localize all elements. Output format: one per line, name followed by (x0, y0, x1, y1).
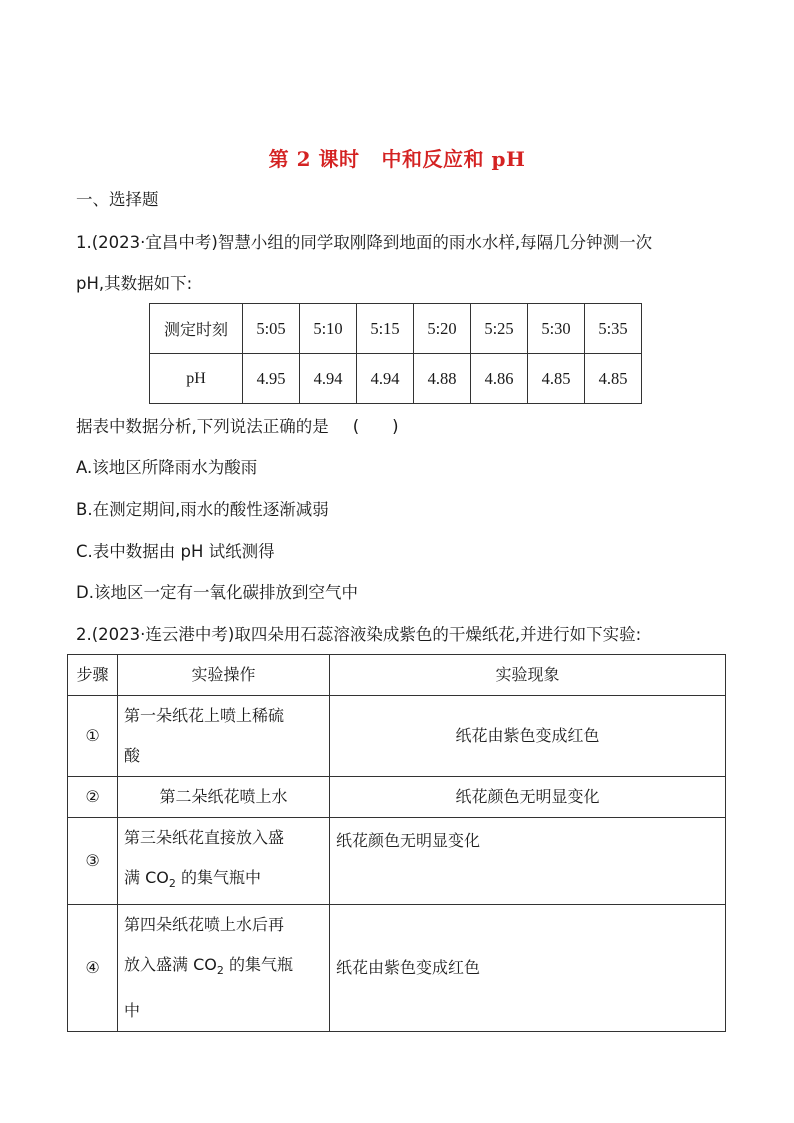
ph-cell: 4.94 (357, 354, 414, 404)
time-cell: 5:20 (414, 304, 471, 354)
ph-cell: 4.88 (414, 354, 471, 404)
q1-option-b: B.在测定期间,雨水的酸性逐渐减弱 (76, 500, 329, 519)
step-cell: ④ (68, 905, 118, 1032)
time-cell: 5:25 (471, 304, 528, 354)
time-cell: 5:35 (585, 304, 642, 354)
q1-option-d: D.该地区一定有一氧化碳排放到空气中 (76, 583, 358, 602)
operation-line: 酸 (124, 746, 141, 765)
ph-data-table (149, 303, 642, 404)
operation-line: 第三朵纸花直接放入盛 (124, 828, 285, 847)
operation-cell (118, 818, 330, 905)
phenomenon-cell: 纸花由紫色变成红色 (330, 696, 726, 777)
table-row (150, 354, 642, 404)
q1-prompt (76, 417, 399, 437)
q2-stem: 2.(2023·连云港中考)取四朵用石蕊溶液染成紫色的干燥纸花,并进行如下实验: (76, 625, 642, 644)
operation-line: 中 (124, 1001, 141, 1021)
ph-cell: 4.86 (471, 354, 528, 404)
phenomenon-text: 纸花颜色无明显变化 (336, 831, 481, 851)
step-cell: ② (68, 777, 118, 818)
operation-text: 的集气瓶 (223, 955, 293, 975)
table-row (68, 818, 726, 905)
phenomenon-header: 实验现象 (330, 655, 726, 696)
experiment-table (67, 654, 726, 1032)
table-row (68, 696, 726, 777)
step-cell: ① (68, 696, 118, 777)
table-row (68, 655, 726, 696)
phenomenon-cell: 纸花由紫色变成红色 (330, 905, 726, 1032)
q1-option-c: C.表中数据由 pH 试纸测得 (76, 542, 275, 561)
operation-line: 第一朵纸花上喷上稀硫 (124, 706, 285, 725)
answer-bracket: ( ) (352, 417, 399, 436)
q1-option-a: A.该地区所降雨水为酸雨 (76, 458, 258, 477)
operation-header: 实验操作 (118, 655, 330, 696)
time-cell: 5:10 (300, 304, 357, 354)
step-cell: ③ (68, 818, 118, 905)
phenomenon-cell (330, 818, 726, 905)
time-cell: 5:30 (528, 304, 585, 354)
operation-cell (118, 696, 330, 777)
section-heading: 一、选择题 (76, 190, 159, 209)
time-cell: 5:15 (357, 304, 414, 354)
step-header: 步骤 (68, 655, 118, 696)
ph-cell: 4.94 (300, 354, 357, 404)
ph-header: pH (150, 354, 243, 404)
operation-cell (118, 905, 330, 1032)
time-cell: 5:05 (243, 304, 300, 354)
q1-prompt-text: 据表中数据分析,下列说法正确的是 (76, 417, 329, 436)
operation-cell: 第二朵纸花喷上水 (118, 777, 330, 818)
table-row (150, 304, 642, 354)
ph-cell: 4.85 (585, 354, 642, 404)
table-row (68, 777, 726, 818)
operation-line (124, 858, 325, 904)
operation-text: 放入盛满 CO (124, 955, 217, 975)
operation-text: 满 CO (124, 868, 169, 887)
operation-line: 第四朵纸花喷上水后再 (124, 915, 285, 935)
time-header: 测定时刻 (150, 304, 243, 354)
q1-stem-line2: pH,其数据如下: (76, 274, 193, 293)
operation-text: 的集气瓶中 (175, 868, 261, 887)
subscript: 2 (168, 877, 176, 891)
ph-cell: 4.95 (243, 354, 300, 404)
q1-stem-line1: 1.(2023·宜昌中考)智慧小组的同学取刚降到地面的雨水水样,每隔几分钟测一次 (76, 233, 653, 252)
subscript: 2 (216, 964, 224, 978)
operation-line (124, 945, 325, 991)
phenomenon-cell: 纸花颜色无明显变化 (330, 777, 726, 818)
title-topic: 中和反应和 pH (381, 147, 526, 171)
title-lesson: 第 2 课时 (268, 147, 360, 171)
ph-cell: 4.85 (528, 354, 585, 404)
page-title (0, 143, 794, 172)
table-row (68, 905, 726, 1032)
